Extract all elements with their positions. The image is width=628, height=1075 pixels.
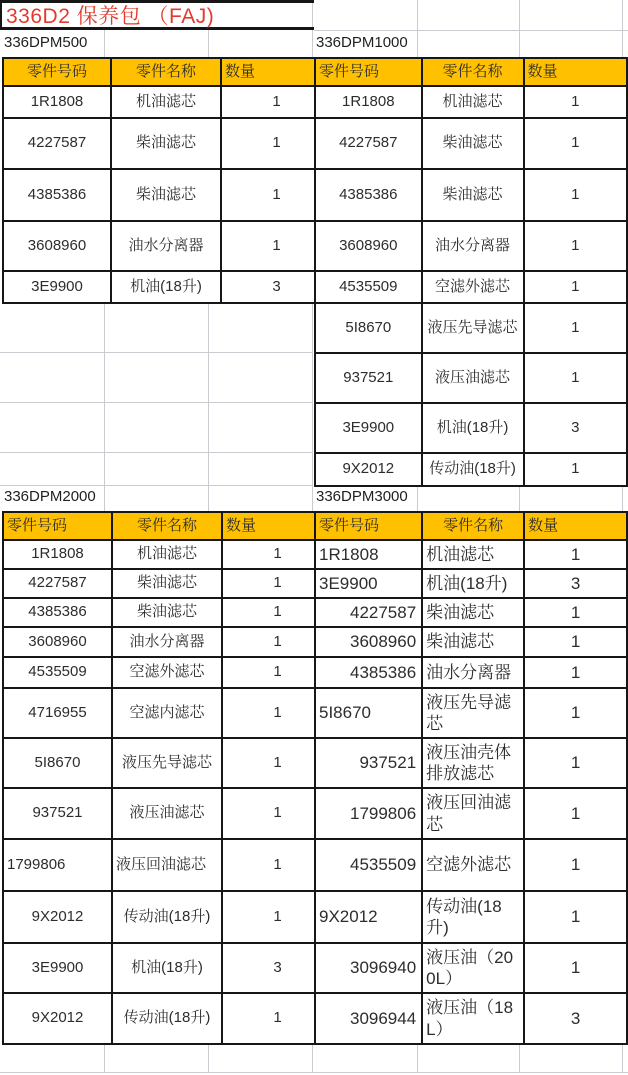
part-number-cell: 4716955 [3,688,112,738]
column-header: 数量 [221,58,332,86]
column-header: 零件号码 [315,58,422,86]
table-row [315,738,627,788]
table-row [315,118,627,169]
quantity-cell: 1 [222,598,333,627]
table-label-336dpm500: 336DPM500 [4,34,88,51]
quantity-cell: 1 [524,169,627,221]
part-number-cell: 5I8670 [3,738,112,788]
gridline [104,1043,105,1072]
table-row [315,303,627,353]
part-name-cell: 机油滤芯 [112,540,222,569]
parts-table [314,57,628,487]
column-header: 零件名称 [422,58,524,86]
gridline [622,0,623,57]
column-header: 零件号码 [3,512,112,540]
table-row [3,118,332,169]
gridline [0,452,312,453]
gridline [104,302,105,511]
quantity-cell: 1 [524,788,627,839]
quantity-cell: 1 [524,221,627,271]
gridline [622,1043,623,1072]
parts-table-336dpm1000 [314,57,628,487]
part-number-cell: 1R1808 [3,86,111,118]
part-number-cell: 3608960 [3,221,111,271]
gridline [519,485,520,511]
column-header: 数量 [222,512,333,540]
table-row [315,86,627,118]
quantity-cell: 1 [524,353,627,403]
gridline [0,402,312,403]
quantity-cell: 1 [524,839,627,891]
table-row [3,839,333,891]
table-row [315,943,627,993]
part-name-cell: 传动油(18升) [422,453,524,486]
part-name-cell: 机油(18升) [422,569,524,598]
part-name-cell: 柴油滤芯 [112,569,222,598]
gridline [208,302,209,511]
table-row [315,169,627,221]
table-row [3,993,333,1044]
part-name-cell: 空滤外滤芯 [422,839,524,891]
table-row [3,569,333,598]
part-number-cell: 4385386 [315,169,422,221]
table-label-336dpm1000: 336DPM1000 [316,34,408,51]
part-number-cell: 937521 [315,353,422,403]
part-name-cell: 机油(18升) [422,403,524,453]
header-row [315,58,627,86]
part-number-cell: 1799806 [3,839,112,891]
part-name-cell: 油水分离器 [422,657,524,688]
part-number-cell: 4385386 [3,169,111,221]
part-number-cell: 9X2012 [3,891,112,943]
gridline [312,1043,313,1072]
part-name-cell: 柴油滤芯 [422,598,524,627]
part-name-cell: 传动油(18升) [112,993,222,1044]
part-name-cell: 传动油(18升) [112,891,222,943]
table-row [315,788,627,839]
gridline [519,1043,520,1072]
column-header: 零件号码 [3,58,111,86]
part-name-cell: 液压先导滤芯 [112,738,222,788]
part-number-cell: 3E9900 [3,943,112,993]
table-row [315,271,627,303]
gridline [417,0,418,57]
part-number-cell: 4385386 [3,598,112,627]
quantity-cell: 1 [222,627,333,657]
part-name-cell: 柴油滤芯 [111,118,221,169]
part-name-cell: 液压先导滤芯 [422,303,524,353]
part-name-cell: 液压油壳体排放滤芯 [422,738,524,788]
table-row [3,221,332,271]
header-row [3,58,332,86]
gridline [0,1072,628,1073]
quantity-cell: 3 [524,403,627,453]
quantity-cell: 1 [221,118,332,169]
part-number-cell: 5I8670 [315,688,422,738]
table-row [3,688,333,738]
table-row [3,738,333,788]
part-name-cell: 柴油滤芯 [422,169,524,221]
gridline [314,30,628,31]
part-number-cell: 1R1808 [315,86,422,118]
part-number-cell: 3608960 [315,627,422,657]
quantity-cell: 1 [524,891,627,943]
part-name-cell: 液压油滤芯 [422,353,524,403]
header-row [315,512,627,540]
table-row [315,403,627,453]
part-number-cell: 3E9900 [315,569,422,598]
table-row [3,598,333,627]
part-name-cell: 柴油滤芯 [422,627,524,657]
table-row [3,943,333,993]
table-row [3,627,333,657]
column-header: 数量 [524,512,627,540]
gridline [208,30,209,57]
part-name-cell: 液压回油滤芯 [112,839,222,891]
page-title: 336D2 保养包 （FAJ) [0,0,314,30]
column-header: 数量 [524,58,627,86]
quantity-cell: 1 [524,118,627,169]
quantity-cell: 1 [524,738,627,788]
quantity-cell: 3 [222,943,333,993]
quantity-cell: 1 [524,540,627,569]
column-header: 零件名称 [422,512,524,540]
quantity-cell: 1 [222,657,333,688]
quantity-cell: 3 [524,993,627,1044]
part-number-cell: 9X2012 [315,453,422,486]
part-name-cell: 空滤外滤芯 [112,657,222,688]
gridline [417,485,418,511]
quantity-cell: 1 [524,271,627,303]
table-row [3,788,333,839]
part-name-cell: 传动油(18升) [422,891,524,943]
parts-table [2,511,334,1045]
quantity-cell: 1 [524,86,627,118]
header-row [3,512,333,540]
quantity-cell: 1 [221,169,332,221]
part-name-cell: 油水分离器 [422,221,524,271]
table-row [315,353,627,403]
part-number-cell: 4227587 [315,598,422,627]
part-number-cell: 937521 [315,738,422,788]
table-row [315,627,627,657]
quantity-cell: 1 [524,657,627,688]
part-number-cell: 4535509 [315,271,422,303]
part-number-cell: 1R1808 [3,540,112,569]
quantity-cell: 1 [222,738,333,788]
parts-table-336dpm2000 [2,511,334,1045]
quantity-cell: 1 [524,303,627,353]
quantity-cell: 1 [524,598,627,627]
quantity-cell: 1 [524,688,627,738]
table-row [3,169,332,221]
part-name-cell: 油水分离器 [112,627,222,657]
table-row [3,271,332,303]
part-name-cell: 机油(18升) [112,943,222,993]
table-row [315,839,627,891]
table-row [315,221,627,271]
part-number-cell: 9X2012 [3,993,112,1044]
quantity-cell: 1 [222,891,333,943]
quantity-cell: 1 [524,453,627,486]
part-number-cell: 3096944 [315,993,422,1044]
quantity-cell: 3 [524,569,627,598]
part-name-cell: 机油滤芯 [422,540,524,569]
quantity-cell: 1 [221,86,332,118]
quantity-cell: 1 [222,569,333,598]
column-header: 零件名称 [112,512,222,540]
quantity-cell: 1 [222,993,333,1044]
part-name-cell: 机油滤芯 [422,86,524,118]
part-number-cell: 4535509 [3,657,112,688]
part-number-cell: 1799806 [315,788,422,839]
quantity-cell: 1 [524,943,627,993]
table-label-336dpm3000: 336DPM3000 [316,488,408,505]
quantity-cell: 1 [221,221,332,271]
table-row [3,657,333,688]
part-name-cell: 柴油滤芯 [112,598,222,627]
parts-table [314,511,628,1045]
part-name-cell: 机油(18升) [111,271,221,303]
part-number-cell: 4227587 [315,118,422,169]
table-row [3,540,333,569]
part-number-cell: 3608960 [315,221,422,271]
gridline [417,1043,418,1072]
quantity-cell: 3 [221,271,332,303]
part-name-cell: 液压先导滤芯 [422,688,524,738]
part-name-cell: 柴油滤芯 [422,118,524,169]
gridline [0,352,312,353]
part-number-cell: 3608960 [3,627,112,657]
quantity-cell: 1 [222,788,333,839]
part-name-cell: 空滤内滤芯 [112,688,222,738]
part-number-cell: 937521 [3,788,112,839]
parts-table-336dpm500 [2,57,333,304]
column-header: 零件名称 [111,58,221,86]
gridline [519,0,520,57]
part-number-cell: 3096940 [315,943,422,993]
part-name-cell: 机油滤芯 [111,86,221,118]
parts-table [2,57,333,304]
part-number-cell: 3E9900 [3,271,111,303]
table-row [315,540,627,569]
part-name-cell: 柴油滤芯 [111,169,221,221]
part-number-cell: 3E9900 [315,403,422,453]
part-number-cell: 5I8670 [315,303,422,353]
gridline [312,302,313,511]
part-number-cell: 4535509 [315,839,422,891]
part-number-cell: 4227587 [3,569,112,598]
gridline [0,485,312,486]
gridline [208,1043,209,1072]
column-header: 零件号码 [315,512,422,540]
part-number-cell: 4227587 [3,118,111,169]
table-row [315,688,627,738]
part-name-cell: 液压油滤芯 [112,788,222,839]
table-row [3,86,332,118]
quantity-cell: 1 [222,688,333,738]
part-name-cell: 液压油（18L） [422,993,524,1044]
part-name-cell: 空滤外滤芯 [422,271,524,303]
table-row [315,598,627,627]
part-number-cell: 9X2012 [315,891,422,943]
gridline [622,485,623,511]
part-number-cell: 1R1808 [315,540,422,569]
table-row [315,569,627,598]
part-name-cell: 油水分离器 [111,221,221,271]
part-name-cell: 液压油（200L） [422,943,524,993]
table-row [315,657,627,688]
quantity-cell: 1 [222,839,333,891]
table-label-336dpm2000: 336DPM2000 [4,488,96,505]
quantity-cell: 1 [524,627,627,657]
table-row [315,891,627,943]
table-row [315,993,627,1044]
table-row [315,453,627,486]
gridline [104,30,105,57]
quantity-cell: 1 [222,540,333,569]
part-number-cell: 4385386 [315,657,422,688]
table-row [3,891,333,943]
parts-table-336dpm3000 [314,511,628,1045]
part-name-cell: 液压回油滤芯 [422,788,524,839]
